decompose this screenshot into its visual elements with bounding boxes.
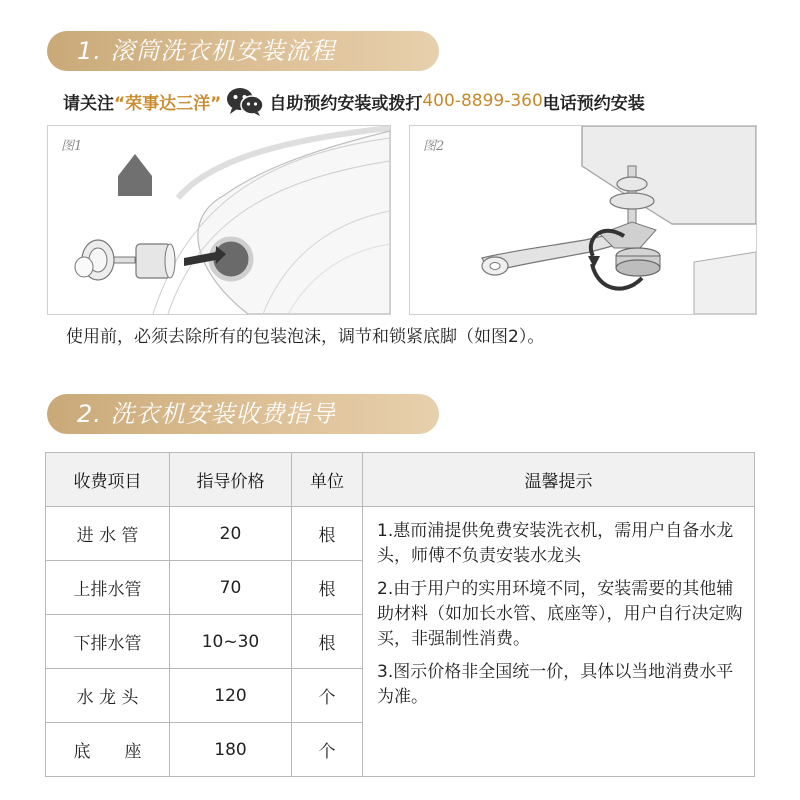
figure-caption: 使用前，必须去除所有的包装泡沫，调节和锁紧底脚（如图2）。 [66, 327, 545, 347]
tip-1: 1.惠而浦提供免费安装洗衣机，需用户自备水龙头，师傅不负责安装水龙头 [377, 521, 734, 566]
row-item: 进 水 管 [46, 507, 170, 561]
notice-line [63, 86, 763, 116]
section-title-fees: 2. 洗衣机安装收费指导 [47, 394, 439, 434]
arrow-up-icon [118, 154, 152, 196]
rotate-arrow-icon [588, 256, 600, 268]
row-unit: 根 [292, 561, 363, 615]
brand-name: “荣事达三洋” [114, 93, 222, 114]
notice-suffix: 电话预约安装 [542, 93, 645, 114]
fee-table [45, 452, 755, 777]
figure-2 [409, 125, 757, 315]
figure-1-illustration [48, 126, 390, 314]
figure-2-label: 图2 [423, 139, 445, 154]
table-header-row [46, 453, 755, 507]
row-item: 上排水管 [46, 561, 170, 615]
wechat-icon [225, 86, 265, 116]
row-price: 20 [170, 507, 292, 561]
row-unit: 个 [292, 669, 363, 723]
header-unit: 单位 [292, 453, 363, 507]
table-row [46, 507, 755, 561]
notice-middle: 自助预约安装或拨打 [269, 93, 423, 114]
row-item: 底 座 [46, 723, 170, 777]
row-item: 下排水管 [46, 615, 170, 669]
tip-3: 3.图示价格非全国统一价，具体以当地消费水平为准。 [377, 662, 734, 707]
row-price: 180 [170, 723, 292, 777]
row-price: 10~30 [170, 615, 292, 669]
section-title-install: 1. 滚筒洗衣机安装流程 [47, 31, 439, 71]
row-price: 120 [170, 669, 292, 723]
row-unit: 根 [292, 615, 363, 669]
header-tips: 温馨提示 [363, 453, 755, 507]
phone-number[interactable]: 400-8899-360 [422, 91, 543, 111]
row-unit: 根 [292, 507, 363, 561]
row-price: 70 [170, 561, 292, 615]
figure-1 [47, 125, 391, 315]
row-item: 水 龙 头 [46, 669, 170, 723]
tip-2: 2.由于用户的实用环境不同，安装需要的其他辅助材料（如加长水管、底座等），用户自行决定购买，非强制性消费。 [377, 579, 743, 649]
header-price: 指导价格 [170, 453, 292, 507]
header-item: 收费项目 [46, 453, 170, 507]
notice-prefix: 请关注 [63, 93, 114, 114]
figure-1-label: 图1 [61, 139, 83, 154]
tips-cell [363, 507, 755, 777]
figure-2-illustration [410, 126, 756, 314]
row-unit: 个 [292, 723, 363, 777]
